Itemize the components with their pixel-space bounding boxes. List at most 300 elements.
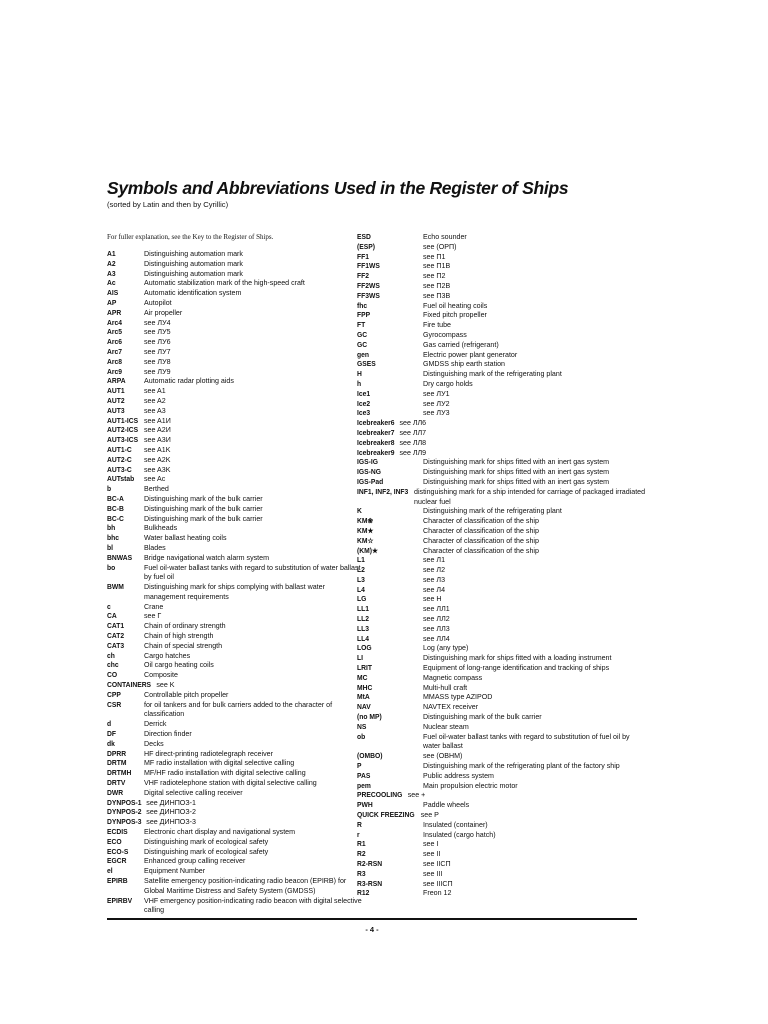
abbreviation-entry bbox=[357, 468, 647, 478]
abbreviation-code: NAV bbox=[357, 703, 371, 712]
abbreviation-code: bl bbox=[107, 543, 113, 552]
abbreviation-entry bbox=[107, 397, 367, 407]
abbreviation-description: Main propulsion electric motor bbox=[423, 781, 518, 790]
abbreviation-entry bbox=[357, 889, 647, 899]
abbreviation-code: L1 bbox=[357, 556, 365, 565]
abbreviation-description: see ДИНПОЗ-3 bbox=[146, 818, 196, 827]
abbreviation-code: BNWAS bbox=[107, 553, 133, 562]
abbreviation-code: FF2WS bbox=[357, 281, 380, 290]
abbreviation-code: CAT1 bbox=[107, 622, 125, 631]
abbreviation-description: Echo sounder bbox=[423, 233, 467, 241]
abbreviation-entry bbox=[357, 488, 647, 508]
abbreviation-code: Arc4 bbox=[107, 318, 122, 327]
abbreviation-description: Cargo hatches bbox=[144, 651, 191, 660]
abbreviation-description: for oil tankers and for bulk carriers added to the character of classification bbox=[144, 700, 333, 719]
abbreviation-entry bbox=[107, 466, 367, 476]
abbreviation-description: see ЛЛ9 bbox=[399, 448, 427, 457]
abbreviation-code: AUTstab bbox=[107, 475, 135, 484]
abbreviation-entry bbox=[357, 782, 647, 792]
abbreviation-entry bbox=[357, 654, 647, 664]
abbreviation-entry bbox=[357, 831, 647, 841]
abbreviation-description: see П1 bbox=[423, 252, 446, 261]
abbreviation-entry bbox=[107, 818, 367, 828]
abbreviation-code: LRIT bbox=[357, 664, 372, 673]
abbreviation-entry bbox=[357, 762, 647, 772]
abbreviation-entry bbox=[357, 360, 647, 370]
abbreviation-description: Distinguishing mark of the refrigerating plant bbox=[423, 370, 562, 379]
abbreviation-code: R3 bbox=[357, 869, 366, 878]
abbreviation-code: NS bbox=[357, 722, 367, 731]
abbreviation-entry bbox=[107, 808, 367, 818]
abbreviation-code: MtA bbox=[357, 693, 370, 702]
abbreviation-entry bbox=[107, 877, 367, 897]
abbreviation-code: bo bbox=[107, 563, 116, 572]
abbreviation-entry bbox=[357, 723, 647, 733]
abbreviation-entry bbox=[107, 456, 367, 466]
abbreviation-entry bbox=[107, 309, 367, 319]
abbreviation-description: see ЛУ9 bbox=[144, 367, 171, 376]
abbreviation-entry bbox=[357, 674, 647, 684]
abbreviation-description: see A2K bbox=[144, 455, 171, 464]
abbreviation-entry bbox=[107, 691, 367, 701]
abbreviation-code: dk bbox=[107, 739, 115, 748]
abbreviation-entry bbox=[357, 331, 647, 341]
abbreviation-description: NAVTEX receiver bbox=[423, 703, 479, 712]
abbreviation-entry bbox=[107, 583, 367, 603]
footer-rule bbox=[107, 918, 637, 920]
abbreviation-code: CSR bbox=[107, 700, 122, 709]
abbreviation-description: Character of classification of the ship bbox=[423, 526, 539, 535]
abbreviation-entry bbox=[357, 341, 647, 351]
abbreviation-entry bbox=[107, 289, 367, 299]
abbreviation-description: Fuel oil heating coils bbox=[423, 301, 488, 310]
abbreviation-code: DYNPOS-3 bbox=[107, 818, 142, 827]
abbreviation-description: see ДИНПОЗ-2 bbox=[146, 808, 196, 817]
page-title: Symbols and Abbreviations Used in the Register of Ships bbox=[107, 178, 569, 198]
abbreviation-code: ECO bbox=[107, 837, 122, 846]
abbreviation-entry bbox=[107, 897, 367, 917]
abbreviation-entry bbox=[357, 478, 647, 488]
abbreviation-entry bbox=[107, 701, 367, 721]
abbreviation-entry bbox=[107, 769, 367, 779]
abbreviation-entry bbox=[357, 449, 647, 459]
abbreviation-description: see ЛУ4 bbox=[144, 318, 171, 327]
abbreviation-description: see A3 bbox=[144, 406, 166, 415]
abbreviation-description: see III bbox=[423, 869, 443, 878]
abbreviation-code: FPP bbox=[357, 311, 371, 320]
abbreviation-code: GC bbox=[357, 340, 368, 349]
abbreviation-code: KM★ bbox=[357, 526, 374, 535]
abbreviation-description: see П2В bbox=[423, 281, 451, 290]
abbreviation-description: Distinguishing mark of ecological safety bbox=[144, 837, 269, 846]
abbreviation-description: Distinguishing mark of the bulk carrier bbox=[144, 504, 263, 513]
abbreviation-code: R12 bbox=[357, 889, 370, 898]
abbreviation-description: Public address system bbox=[423, 771, 494, 780]
abbreviation-description: Chain of ordinary strength bbox=[144, 622, 226, 631]
abbreviation-code: (OMBO) bbox=[357, 752, 383, 761]
abbreviation-code: Ice1 bbox=[357, 389, 371, 398]
abbreviation-description: Distinguishing mark for ships complying with ballast water management requirements bbox=[144, 583, 325, 601]
abbreviation-entry bbox=[107, 750, 367, 760]
abbreviation-entry bbox=[107, 720, 367, 730]
abbreviation-description: VHF emergency position-indicating radio beacon with digital selective calling bbox=[144, 896, 362, 915]
abbreviation-description: see ЛУ5 bbox=[144, 328, 171, 337]
abbreviation-entry bbox=[107, 348, 367, 358]
abbreviation-code: KM❀ bbox=[357, 517, 374, 526]
abbreviation-code: Arc6 bbox=[107, 338, 122, 347]
abbreviation-code: AUT1 bbox=[107, 387, 125, 396]
abbreviation-code: LL4 bbox=[357, 634, 369, 643]
abbreviation-code: AUT2 bbox=[107, 396, 125, 405]
abbreviation-description: Automatic radar plotting aids bbox=[144, 377, 234, 386]
abbreviation-description: Distinguishing mark for ships fitted with an inert gas system bbox=[423, 458, 610, 467]
abbreviation-description: see IIICП bbox=[423, 879, 453, 888]
abbreviation-code: FF1 bbox=[357, 252, 369, 261]
abbreviation-entry bbox=[107, 759, 367, 769]
abbreviation-description: Crane bbox=[144, 602, 164, 611]
abbreviation-description: Equipment of long-range identification and tracking of ships bbox=[423, 664, 610, 673]
abbreviation-entry bbox=[107, 279, 367, 289]
abbreviation-code: DWR bbox=[107, 788, 124, 797]
abbreviation-entry bbox=[357, 821, 647, 831]
abbreviation-description: see A1K bbox=[144, 445, 171, 454]
abbreviation-code: CPP bbox=[107, 690, 121, 699]
abbreviation-description: Oil cargo heating coils bbox=[144, 661, 214, 670]
abbreviation-code: (no MP) bbox=[357, 713, 382, 722]
abbreviation-entry bbox=[107, 554, 367, 564]
abbreviation-code: L4 bbox=[357, 585, 365, 594]
abbreviation-entry bbox=[107, 632, 367, 642]
abbreviation-entry bbox=[357, 880, 647, 890]
abbreviation-description: see ЛЛ8 bbox=[399, 438, 427, 447]
abbreviation-description: Satellite emergency position-indicating radio beacon (EPIRB) for Global Maritime Distress and Safety System (GMDSS) bbox=[144, 877, 347, 895]
abbreviation-entry bbox=[107, 407, 367, 417]
abbreviation-description: Distinguishing mark for ships fitted with an inert gas system bbox=[423, 477, 610, 486]
abbreviation-code: CA bbox=[107, 612, 117, 621]
abbreviation-code: GSES bbox=[357, 360, 376, 369]
abbreviation-description: Distinguishing mark of the refrigerating plant of the factory ship bbox=[423, 762, 620, 771]
abbreviation-code: (KM)★ bbox=[357, 546, 379, 555]
abbreviation-description: distinguishing mark for a ship intended for carriage of packaged irradiated nuclear fuel bbox=[414, 487, 646, 506]
abbreviation-description: see Л3 bbox=[423, 575, 446, 584]
abbreviation-code: Icebreaker8 bbox=[357, 438, 395, 447]
abbreviation-entry bbox=[107, 377, 367, 387]
abbreviation-description: Berthed bbox=[144, 485, 169, 494]
abbreviation-description: Distinguishing mark for ships fitted with a loading instrument bbox=[423, 654, 612, 663]
abbreviation-entry bbox=[107, 857, 367, 867]
abbreviation-description: see A3И bbox=[144, 436, 171, 445]
abbreviation-code: d bbox=[107, 720, 112, 729]
abbreviation-entry bbox=[107, 515, 367, 525]
abbreviation-entry bbox=[107, 603, 367, 613]
abbreviation-description: Distinguishing mark for ships fitted with an inert gas system bbox=[423, 468, 610, 477]
abbreviation-code: Arc9 bbox=[107, 367, 122, 376]
abbreviation-entry bbox=[107, 417, 367, 427]
abbreviation-entry bbox=[357, 507, 647, 517]
abbreviation-entry bbox=[107, 612, 367, 622]
abbreviation-description: see P bbox=[420, 811, 439, 820]
abbreviation-description: see Ac bbox=[144, 475, 166, 484]
abbreviation-entry bbox=[357, 752, 647, 762]
abbreviation-entry bbox=[107, 505, 367, 515]
abbreviation-description: Gas carried (refrigerant) bbox=[423, 340, 499, 349]
abbreviation-entry bbox=[107, 848, 367, 858]
abbreviation-entry bbox=[357, 850, 647, 860]
abbreviation-entry bbox=[357, 840, 647, 850]
abbreviation-description: Bridge navigational watch alarm system bbox=[144, 553, 269, 562]
abbreviation-code: ECO-S bbox=[107, 847, 129, 856]
abbreviation-description: Digital selective calling receiver bbox=[144, 788, 243, 797]
abbreviation-description: Magnetic compass bbox=[423, 673, 483, 682]
abbreviation-code: gen bbox=[357, 350, 369, 359]
abbreviation-code: DPRR bbox=[107, 749, 127, 758]
abbreviation-description: see I bbox=[423, 840, 439, 849]
abbreviation-entry bbox=[357, 458, 647, 468]
abbreviation-description: Automatic stabilization mark of the high-speed craft bbox=[144, 279, 305, 288]
abbreviation-description: see ЛУ6 bbox=[144, 338, 171, 347]
abbreviation-code: R3-RSN bbox=[357, 879, 383, 888]
abbreviation-description: Nuclear steam bbox=[423, 722, 469, 731]
abbreviation-code: chc bbox=[107, 661, 119, 670]
abbreviation-entry bbox=[357, 517, 647, 527]
abbreviation-entry bbox=[357, 605, 647, 615]
abbreviation-code: L3 bbox=[357, 575, 365, 584]
abbreviation-entry bbox=[357, 556, 647, 566]
abbreviation-code: PWH bbox=[357, 801, 373, 810]
abbreviation-entry bbox=[357, 547, 647, 557]
abbreviation-description: Distinguishing automation mark bbox=[144, 259, 243, 268]
abbreviation-entry bbox=[357, 595, 647, 605]
abbreviation-description: Distinguishing mark of the bulk carrier bbox=[144, 494, 263, 503]
abbreviation-code: R2 bbox=[357, 850, 366, 859]
abbreviation-code: MHC bbox=[357, 683, 373, 692]
abbreviation-description: see Л1 bbox=[423, 556, 446, 565]
abbreviation-description: Distinguishing mark of the refrigerating plant bbox=[423, 507, 562, 516]
abbreviation-entry bbox=[357, 870, 647, 880]
abbreviation-code: Icebreaker7 bbox=[357, 428, 395, 437]
abbreviation-description: Enhanced group calling receiver bbox=[144, 857, 246, 866]
abbreviation-code: AUT2-C bbox=[107, 455, 132, 464]
abbreviation-description: see ЛУ8 bbox=[144, 357, 171, 366]
right-column bbox=[357, 233, 647, 899]
abbreviation-entry bbox=[357, 292, 647, 302]
abbreviation-code: AUT3 bbox=[107, 406, 125, 415]
abbreviation-code: Icebreaker6 bbox=[357, 419, 395, 428]
abbreviation-description: see ЛЛ3 bbox=[423, 624, 450, 633]
abbreviation-entry bbox=[107, 681, 367, 691]
abbreviation-code: LL3 bbox=[357, 624, 369, 633]
abbreviation-code: pem bbox=[357, 781, 371, 790]
abbreviation-code: QUICK FREEZING bbox=[357, 811, 415, 820]
abbreviation-description: Multi-hull craft bbox=[423, 683, 468, 692]
abbreviation-entry bbox=[107, 642, 367, 652]
abbreviation-code: b bbox=[107, 485, 112, 494]
abbreviation-entry bbox=[107, 426, 367, 436]
abbreviation-code: KM☆ bbox=[357, 536, 374, 545]
abbreviation-description: see П2 bbox=[423, 272, 446, 281]
abbreviation-code: LL2 bbox=[357, 615, 369, 624]
abbreviation-description: Automatic identification system bbox=[144, 289, 242, 298]
abbreviation-description: see Л4 bbox=[423, 585, 446, 594]
abbreviation-description: see ДИНПОЗ-1 bbox=[146, 798, 196, 807]
abbreviation-description: see Л2 bbox=[423, 566, 446, 575]
abbreviation-description: Character of classification of the ship bbox=[423, 546, 539, 555]
abbreviation-code: AP bbox=[107, 298, 117, 307]
abbreviation-entry bbox=[107, 799, 367, 809]
intro-note: For fuller explanation, see the Key to the Register of Ships. bbox=[107, 233, 274, 241]
abbreviation-code: LOG bbox=[357, 644, 372, 653]
abbreviation-description: Distinguishing mark of the bulk carrier bbox=[144, 514, 263, 523]
abbreviation-description: Distinguishing mark of the bulk carrier bbox=[423, 713, 542, 722]
abbreviation-description: Electric power plant generator bbox=[423, 350, 518, 359]
left-column bbox=[107, 250, 367, 916]
abbreviation-code: fhc bbox=[357, 301, 368, 310]
abbreviation-code: AUT1-ICS bbox=[107, 416, 139, 425]
abbreviation-entry bbox=[107, 671, 367, 681]
abbreviation-description: Character of classification of the ship bbox=[423, 517, 539, 526]
abbreviation-entry bbox=[107, 319, 367, 329]
abbreviation-description: see ЛЛ2 bbox=[423, 615, 450, 624]
abbreviation-description: see Г bbox=[144, 612, 162, 621]
abbreviation-code: L2 bbox=[357, 566, 365, 575]
abbreviation-code: EPIRBV bbox=[107, 896, 133, 905]
abbreviation-entry bbox=[357, 439, 647, 449]
abbreviation-code: LL1 bbox=[357, 605, 369, 614]
abbreviation-entry bbox=[357, 233, 647, 243]
abbreviation-code: R bbox=[357, 820, 362, 829]
abbreviation-code: Arc5 bbox=[107, 328, 122, 337]
abbreviation-entry bbox=[107, 299, 367, 309]
abbreviation-code: DF bbox=[107, 730, 116, 739]
abbreviation-entry bbox=[107, 661, 367, 671]
abbreviation-description: Water ballast heating coils bbox=[144, 534, 227, 543]
abbreviation-entry bbox=[357, 282, 647, 292]
abbreviation-description: see ЛЛ4 bbox=[423, 634, 450, 643]
abbreviation-description: see K bbox=[156, 681, 175, 690]
abbreviation-description: MMASS type AZIPOD bbox=[423, 693, 493, 702]
abbreviation-description: Insulated (container) bbox=[423, 820, 488, 829]
abbreviation-entry bbox=[357, 576, 647, 586]
abbreviation-description: Autopilot bbox=[144, 298, 172, 307]
abbreviation-entry bbox=[107, 495, 367, 505]
abbreviation-entry bbox=[357, 586, 647, 596]
abbreviation-description: Fuel oil-water ballast tanks with regard to substitution of fuel oil by water ballast bbox=[423, 732, 630, 751]
abbreviation-entry bbox=[357, 733, 647, 753]
abbreviation-description: Blades bbox=[144, 543, 166, 552]
abbreviation-description: HF direct-printing radiotelegraph receiver bbox=[144, 749, 273, 758]
abbreviation-entry bbox=[107, 544, 367, 554]
abbreviation-description: see (ОВНМ) bbox=[423, 752, 463, 761]
abbreviation-code: H bbox=[357, 370, 362, 379]
abbreviation-entry bbox=[107, 534, 367, 544]
abbreviation-entry bbox=[107, 387, 367, 397]
abbreviation-entry bbox=[107, 622, 367, 632]
abbreviation-description: VHF radiotelephone station with digital selective calling bbox=[144, 779, 317, 788]
abbreviation-entry bbox=[357, 409, 647, 419]
abbreviation-code: BC-C bbox=[107, 514, 124, 523]
abbreviation-code: LI bbox=[357, 654, 363, 663]
abbreviation-description: Character of classification of the ship bbox=[423, 536, 539, 545]
abbreviation-code: Ac bbox=[107, 279, 116, 288]
abbreviation-code: IGS-IG bbox=[357, 458, 378, 467]
abbreviation-code: h bbox=[357, 379, 362, 388]
abbreviation-entry bbox=[357, 527, 647, 537]
abbreviation-entry bbox=[357, 801, 647, 811]
abbreviation-code: FT bbox=[357, 321, 366, 330]
abbreviation-code: bh bbox=[107, 524, 116, 533]
abbreviation-description: see ЛУ7 bbox=[144, 347, 171, 356]
abbreviation-description: Log (any type) bbox=[423, 644, 469, 653]
abbreviation-code: Arc7 bbox=[107, 347, 122, 356]
abbreviation-code: P bbox=[357, 762, 362, 771]
abbreviation-entry bbox=[357, 566, 647, 576]
abbreviation-description: Composite bbox=[144, 671, 178, 680]
abbreviation-code: ESD bbox=[357, 233, 371, 241]
abbreviation-code: BC-A bbox=[107, 494, 124, 503]
abbreviation-entry bbox=[357, 860, 647, 870]
abbreviation-code: R1 bbox=[357, 840, 366, 849]
abbreviation-entry bbox=[357, 791, 647, 801]
abbreviation-entry bbox=[107, 740, 367, 750]
abbreviation-code: (ESP) bbox=[357, 242, 375, 251]
abbreviation-entry bbox=[107, 485, 367, 495]
abbreviation-description: Freon 12 bbox=[423, 889, 452, 898]
abbreviation-entry bbox=[357, 400, 647, 410]
abbreviation-code: GC bbox=[357, 330, 368, 339]
abbreviation-entry bbox=[107, 730, 367, 740]
abbreviation-code: Icebreaker9 bbox=[357, 448, 395, 457]
abbreviation-description: Fire tube bbox=[423, 321, 451, 330]
page-subtitle: (sorted by Latin and then by Cyrillic) bbox=[107, 200, 229, 209]
abbreviation-entry bbox=[107, 867, 367, 877]
abbreviation-code: BWM bbox=[107, 583, 124, 592]
abbreviation-description: Insulated (cargo hatch) bbox=[423, 830, 496, 839]
abbreviation-entry bbox=[357, 302, 647, 312]
abbreviation-code: A3 bbox=[107, 269, 116, 278]
abbreviation-entry bbox=[107, 779, 367, 789]
abbreviation-description: see ЛЛ6 bbox=[399, 419, 427, 428]
abbreviation-description: Dry cargo holds bbox=[423, 379, 473, 388]
abbreviation-description: Controllable pitch propeller bbox=[144, 690, 229, 699]
abbreviation-code: PAS bbox=[357, 771, 371, 780]
abbreviation-entry bbox=[107, 446, 367, 456]
abbreviation-description: Distinguishing mark of ecological safety bbox=[144, 847, 269, 856]
abbreviation-code: ECDIS bbox=[107, 828, 128, 837]
abbreviation-description: Paddle wheels bbox=[423, 801, 470, 810]
abbreviation-description: Bulkheads bbox=[144, 524, 178, 533]
abbreviation-code: EPIRB bbox=[107, 877, 128, 885]
abbreviation-code: FF3WS bbox=[357, 291, 380, 300]
abbreviation-description: see A3K bbox=[144, 465, 171, 474]
abbreviation-entry bbox=[107, 838, 367, 848]
abbreviation-code: IGS-NG bbox=[357, 468, 381, 477]
abbreviation-entry bbox=[107, 358, 367, 368]
abbreviation-code: A2 bbox=[107, 259, 116, 268]
abbreviation-entry bbox=[107, 652, 367, 662]
abbreviation-entry bbox=[107, 250, 367, 260]
abbreviation-code: BC-B bbox=[107, 504, 124, 513]
abbreviation-code: Ice3 bbox=[357, 409, 371, 418]
abbreviation-code: ob bbox=[357, 732, 366, 741]
abbreviation-entry bbox=[357, 635, 647, 645]
abbreviation-code: c bbox=[107, 602, 111, 611]
abbreviation-description: Direction finder bbox=[144, 730, 192, 739]
abbreviation-entry bbox=[357, 664, 647, 674]
abbreviation-entry bbox=[107, 260, 367, 270]
abbreviation-description: Derrick bbox=[144, 720, 167, 729]
abbreviation-entry bbox=[107, 368, 367, 378]
abbreviation-description: Air propeller bbox=[144, 308, 183, 317]
